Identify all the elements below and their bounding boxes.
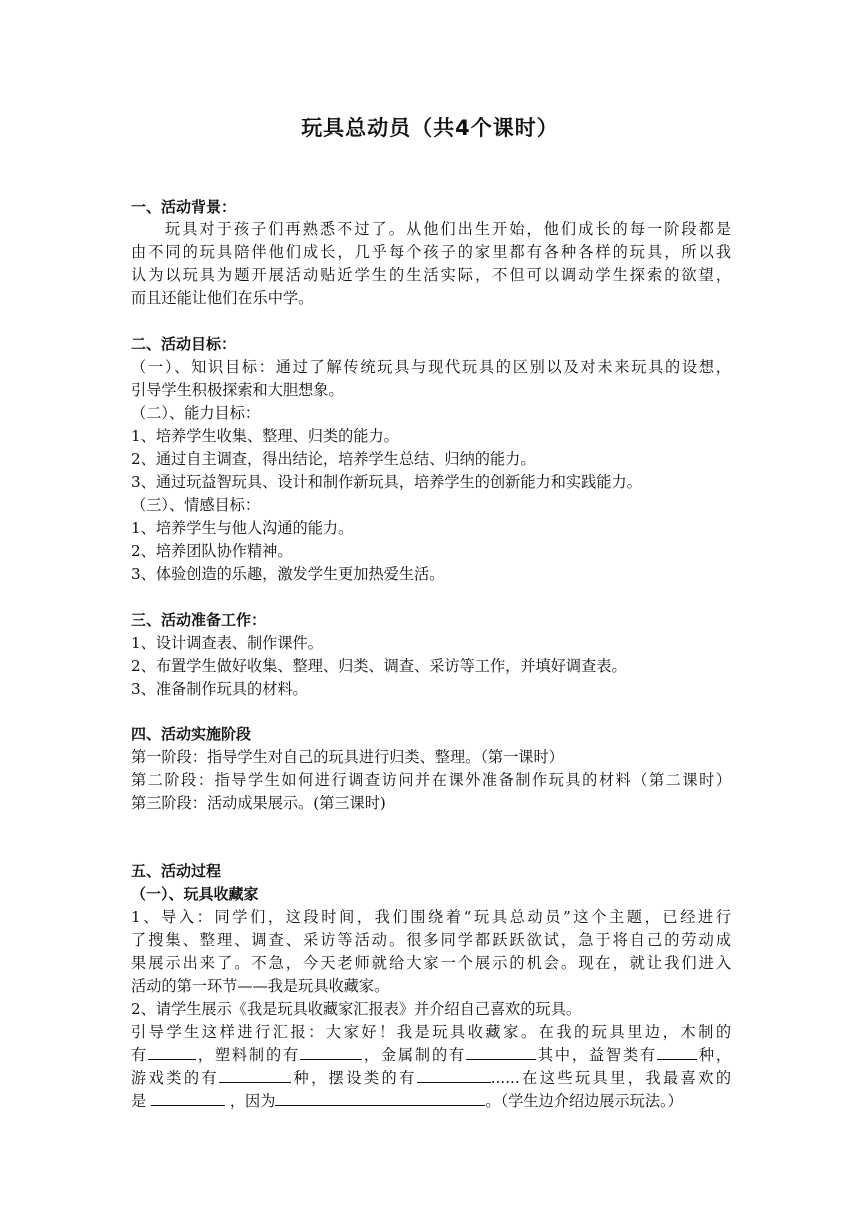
fill-text: 游戏类的有: [131, 1069, 220, 1087]
paragraph-line: 引导学生积极探索和大胆想象。: [131, 381, 344, 399]
list-item: 3、体验创造的乐趣，激发学生更加热爱生活。: [131, 565, 445, 583]
list-item: 1、设计调查表、制作课件。: [131, 634, 323, 652]
blank-plastic[interactable]: [300, 1044, 362, 1060]
fill-in-line: [131, 1044, 731, 1066]
document-title: 玩具总动员（共4个课时）: [301, 116, 559, 140]
paragraph-line: 1、导入：同学们，这段时间，我们围绕着“玩具总动员”这个主题，已经进行: [131, 908, 731, 926]
paragraph-line: 2、请学生展示《我是玩具收藏家汇报表》并介绍自己喜欢的玩具。: [131, 1000, 582, 1018]
blank-wood[interactable]: [148, 1044, 196, 1060]
blank-favorite[interactable]: [151, 1090, 225, 1106]
section-heading-preparation: 三、活动准备工作：: [131, 611, 267, 629]
paragraph-line: 第二阶段：指导学生如何进行调查访问并在课外准备制作玩具的材料（第二课时）: [131, 771, 731, 789]
subsection-heading: （一）、玩具收藏家: [131, 885, 259, 903]
list-item: 3、通过玩益智玩具、设计和制作新玩具，培养学生的创新能力和实践能力。: [131, 473, 642, 491]
paragraph-line: 由不同的玩具陪伴他们成长，几乎每个孩子的家里都有各种各样的玩具，所以我: [131, 243, 731, 261]
blank-metal[interactable]: [466, 1044, 536, 1060]
fill-text: ，因为: [229, 1092, 276, 1110]
fill-in-line: [131, 1067, 731, 1089]
list-item: 2、布置学生做好收集、整理、归类、调查、采访等工作，并填好调查表。: [131, 657, 627, 675]
paragraph-line: （二）、能力目标：: [131, 404, 261, 422]
section-heading-goals: 二、活动目标：: [131, 335, 237, 353]
paragraph-line: 了搜集、整理、调查、采访等活动。很多同学都跃跃欲试，急于将自己的劳动成: [131, 931, 731, 949]
blank-reason[interactable]: [275, 1090, 485, 1106]
paragraph-line: 认为以玩具为题开展活动贴近学生的生活实际，不但可以调动学生探索的欲望，: [131, 266, 731, 284]
paragraph-line: 第一阶段：指导学生对自己的玩具进行归类、整理。（第一课时）: [131, 748, 564, 766]
list-item: 2、培养团队协作精神。: [131, 542, 293, 560]
paragraph-line: 第三阶段：活动成果展示。(第三课时): [131, 794, 386, 812]
section-heading-process: 五、活动过程: [131, 862, 222, 880]
fill-in-line: [131, 1090, 731, 1112]
paragraph-line: 活动的第一环节——我是玩具收藏家。: [131, 977, 390, 995]
fill-text: ......在这些玩具里，我最喜欢的: [490, 1069, 732, 1087]
fill-text: 有: [131, 1046, 149, 1064]
section-heading-background: 一、活动背景：: [131, 198, 237, 216]
fill-text: 种，摆设类的有: [291, 1069, 417, 1087]
list-item: 1、培养学生与他人沟通的能力。: [131, 519, 354, 537]
list-item: 3、准备制作玩具的材料。: [131, 680, 308, 698]
fill-text: 种，: [697, 1046, 732, 1064]
fill-text: ，金属制的有: [362, 1046, 466, 1064]
paragraph-line: 玩具对于孩子们再熟悉不过了。从他们出生开始，他们成长的每一阶段都是: [165, 220, 731, 238]
paragraph-line: （三）、情感目标：: [131, 496, 261, 514]
blank-decor[interactable]: [417, 1067, 491, 1083]
section-heading-implementation: 四、活动实施阶段: [131, 725, 252, 743]
fill-text: 是: [131, 1092, 147, 1110]
paragraph-line: 果展示出来了。不急，今天老师就给大家一个展示的机会。现在，就让我们进入: [131, 954, 731, 972]
paragraph-line: 而且还能让他们在乐中学。: [131, 289, 314, 307]
fill-text: ，塑料制的有: [196, 1046, 301, 1064]
paragraph-line: （一）、知识目标：通过了解传统玩具与现代玩具的区别以及对未来玩具的设想，: [131, 358, 731, 376]
list-item: 1、培养学生收集、整理、归类的能力。: [131, 427, 399, 445]
blank-game[interactable]: [219, 1067, 291, 1083]
blank-puzzle[interactable]: [657, 1044, 697, 1060]
fill-text: 。（学生边介绍边展示玩法。）: [485, 1092, 683, 1110]
fill-text: 其中，益智类有: [536, 1046, 657, 1064]
list-item: 2、通过自主调查，得出结论，培养学生总结、归纳的能力。: [131, 450, 536, 468]
paragraph-line: 引导学生这样进行汇报：大家好！我是玩具收藏家。在我的玩具里边，木制的: [131, 1023, 731, 1041]
